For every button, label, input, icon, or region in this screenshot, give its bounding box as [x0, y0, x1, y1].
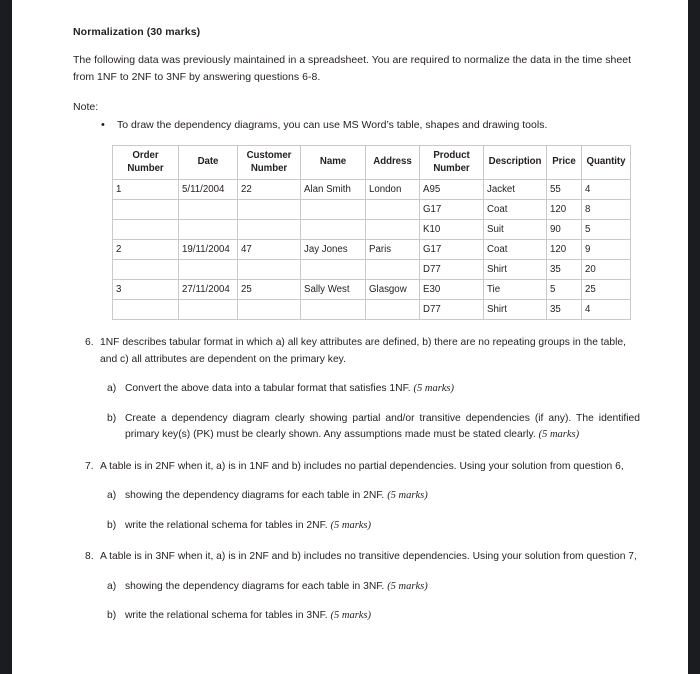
table-cell: 1: [113, 180, 179, 200]
table-row: [113, 240, 631, 260]
table-cell: K10: [420, 220, 484, 240]
table-cell: [179, 220, 238, 240]
table-cell: 2: [113, 240, 179, 260]
question-subitem: [73, 608, 640, 625]
table-row: [113, 180, 631, 200]
table-header-cell: Name: [301, 146, 366, 180]
subitem-text: [125, 579, 640, 596]
subitem-text: [125, 411, 640, 444]
table-row: [113, 220, 631, 240]
question-text: A table is in 2NF when it, a) is in 1NF and b) includes no partial dependencies. Using your solution from question 6,: [100, 460, 624, 472]
table-cell: [113, 260, 179, 280]
table-header-row: [113, 146, 631, 180]
table-cell: [301, 200, 366, 220]
note-bullet-item: [73, 117, 640, 134]
table-cell: London: [366, 180, 420, 200]
marks-annotation: (5 marks): [387, 490, 428, 502]
table-header-cell: Price: [547, 146, 582, 180]
document-page: [12, 0, 688, 674]
question-number: 8.: [85, 551, 94, 563]
table-cell: 120: [547, 240, 582, 260]
question-subitem: [73, 518, 640, 535]
question-subitem: [73, 488, 640, 505]
note-label: Note:: [73, 100, 99, 113]
table-cell: 120: [547, 200, 582, 220]
page-title: Normalization (30 marks): [73, 26, 201, 38]
question-row: [73, 549, 640, 566]
table-cell: 47: [238, 240, 301, 260]
subitem-label: a): [107, 490, 117, 502]
table-cell: Tie: [484, 280, 547, 300]
table-cell: [366, 200, 420, 220]
table-cell: [366, 300, 420, 320]
bullet-point-icon: •: [101, 119, 105, 132]
table-cell: 20: [582, 260, 631, 280]
table-cell: 19/11/2004: [179, 240, 238, 260]
table-header-cell: Address: [366, 146, 420, 180]
question-number: 6.: [85, 337, 94, 349]
table-cell: [113, 200, 179, 220]
table-cell: Jacket: [484, 180, 547, 200]
subitem-body: Convert the above data into a tabular format that satisfies 1NF.: [125, 383, 411, 395]
table-cell: G17: [420, 240, 484, 260]
table-cell: Sally West: [301, 280, 366, 300]
table-row: [113, 260, 631, 280]
table-cell: Paris: [366, 240, 420, 260]
subitem-text: [125, 608, 640, 625]
subitem-label: a): [107, 580, 117, 592]
table-cell: [301, 260, 366, 280]
order-data-table: [112, 145, 631, 320]
subitem-label: b): [107, 519, 117, 531]
table-cell: 27/11/2004: [179, 280, 238, 300]
right-edge-band: [688, 0, 700, 674]
subitem-body: write the relational schema for tables in 2NF.: [125, 519, 328, 531]
table-cell: [238, 300, 301, 320]
table-header-cell: Product Number: [420, 146, 484, 180]
table-row: [113, 300, 631, 320]
table-cell: D77: [420, 260, 484, 280]
subitem-body: showing the dependency diagrams for each table in 3NF.: [125, 580, 385, 592]
table-cell: [238, 260, 301, 280]
left-edge-band: [0, 0, 12, 674]
question-block: [73, 459, 640, 535]
table-cell: 3: [113, 280, 179, 300]
subitem-body: write the relational schema for tables in 3NF.: [125, 610, 328, 622]
table-cell: [301, 220, 366, 240]
marks-annotation: (5 marks): [538, 429, 580, 441]
table-cell: [179, 200, 238, 220]
table-cell: [179, 260, 238, 280]
table-cell: [179, 300, 238, 320]
table-cell: 5/11/2004: [179, 180, 238, 200]
table-header-cell: Customer Number: [238, 146, 301, 180]
table-cell: Shirt: [484, 260, 547, 280]
table-cell: Shirt: [484, 300, 547, 320]
table-cell: 4: [582, 300, 631, 320]
table-cell: Coat: [484, 240, 547, 260]
table-cell: 5: [547, 280, 582, 300]
table-cell: [301, 300, 366, 320]
table-cell: 4: [582, 180, 631, 200]
marks-annotation: (5 marks): [413, 383, 455, 395]
subitem-body: Create a dependency diagram clearly showing partial and/or transitive dependencies (if any). The identified primary key(s) (PK) must be clearly shown. Any assumptions made must be stated clearly.: [125, 412, 640, 441]
table-cell: [238, 200, 301, 220]
table-cell: Jay Jones: [301, 240, 366, 260]
questions-list: [73, 335, 640, 625]
table-cell: 5: [582, 220, 631, 240]
table-cell: [113, 220, 179, 240]
question-row: [73, 335, 640, 368]
question-text: A table is in 3NF when it, a) is in 2NF and b) includes no transitive dependencies. Using your solution from question 7,: [100, 551, 637, 563]
subitem-label: b): [107, 412, 117, 424]
question-subitem: [73, 381, 640, 398]
table-cell: 25: [582, 280, 631, 300]
table-cell: 35: [547, 260, 582, 280]
table-header-cell: Description: [484, 146, 547, 180]
question-block: [73, 549, 640, 625]
table-cell: [113, 300, 179, 320]
question-row: [73, 459, 640, 476]
table-cell: 25: [238, 280, 301, 300]
marks-annotation: (5 marks): [387, 580, 428, 592]
table-header-cell: Date: [179, 146, 238, 180]
marks-annotation: (5 marks): [330, 519, 372, 531]
table-cell: A95: [420, 180, 484, 200]
table-cell: Coat: [484, 200, 547, 220]
question-number: 7.: [85, 460, 94, 472]
table-cell: G17: [420, 200, 484, 220]
table-cell: [238, 220, 301, 240]
intro-paragraph: The following data was previously maintained in a spreadsheet. You are required to normalize the data in the time sheet from 1NF to 2NF to 3NF by answering questions 6-8.: [73, 53, 632, 84]
table-cell: [366, 260, 420, 280]
table-cell: Alan Smith: [301, 180, 366, 200]
spreadsheet-table-container: [112, 145, 630, 320]
marks-annotation: (5 marks): [330, 610, 372, 622]
table-row: [113, 200, 631, 220]
table-cell: Suit: [484, 220, 547, 240]
table-header-cell: Order Number: [113, 146, 179, 180]
subitem-text: [125, 488, 640, 505]
table-row: [113, 280, 631, 300]
table-cell: D77: [420, 300, 484, 320]
table-cell: 8: [582, 200, 631, 220]
table-cell: 22: [238, 180, 301, 200]
table-cell: 9: [582, 240, 631, 260]
table-cell: Glasgow: [366, 280, 420, 300]
question-subitem: [73, 579, 640, 596]
table-header-cell: Quantity: [582, 146, 631, 180]
note-bullet-text: To draw the dependency diagrams, you can use MS Word’s table, shapes and drawing tools.: [117, 119, 548, 132]
table-cell: E30: [420, 280, 484, 300]
subitem-body: showing the dependency diagrams for each table in 2NF.: [125, 490, 385, 502]
question-subitem: [73, 411, 640, 444]
table-cell: 35: [547, 300, 582, 320]
subitem-text: [125, 518, 640, 535]
question-block: [73, 335, 640, 444]
table-cell: 90: [547, 220, 582, 240]
table-cell: [366, 220, 420, 240]
subitem-label: b): [107, 610, 117, 622]
subitem-label: a): [107, 383, 117, 395]
question-text: 1NF describes tabular format in which a) all key attributes are defined, b) there are no repeating groups in the table, and c) all attributes are dependent on the primary key.: [100, 337, 627, 365]
document-content: [73, 26, 640, 625]
table-cell: 55: [547, 180, 582, 200]
subitem-text: [125, 381, 640, 398]
